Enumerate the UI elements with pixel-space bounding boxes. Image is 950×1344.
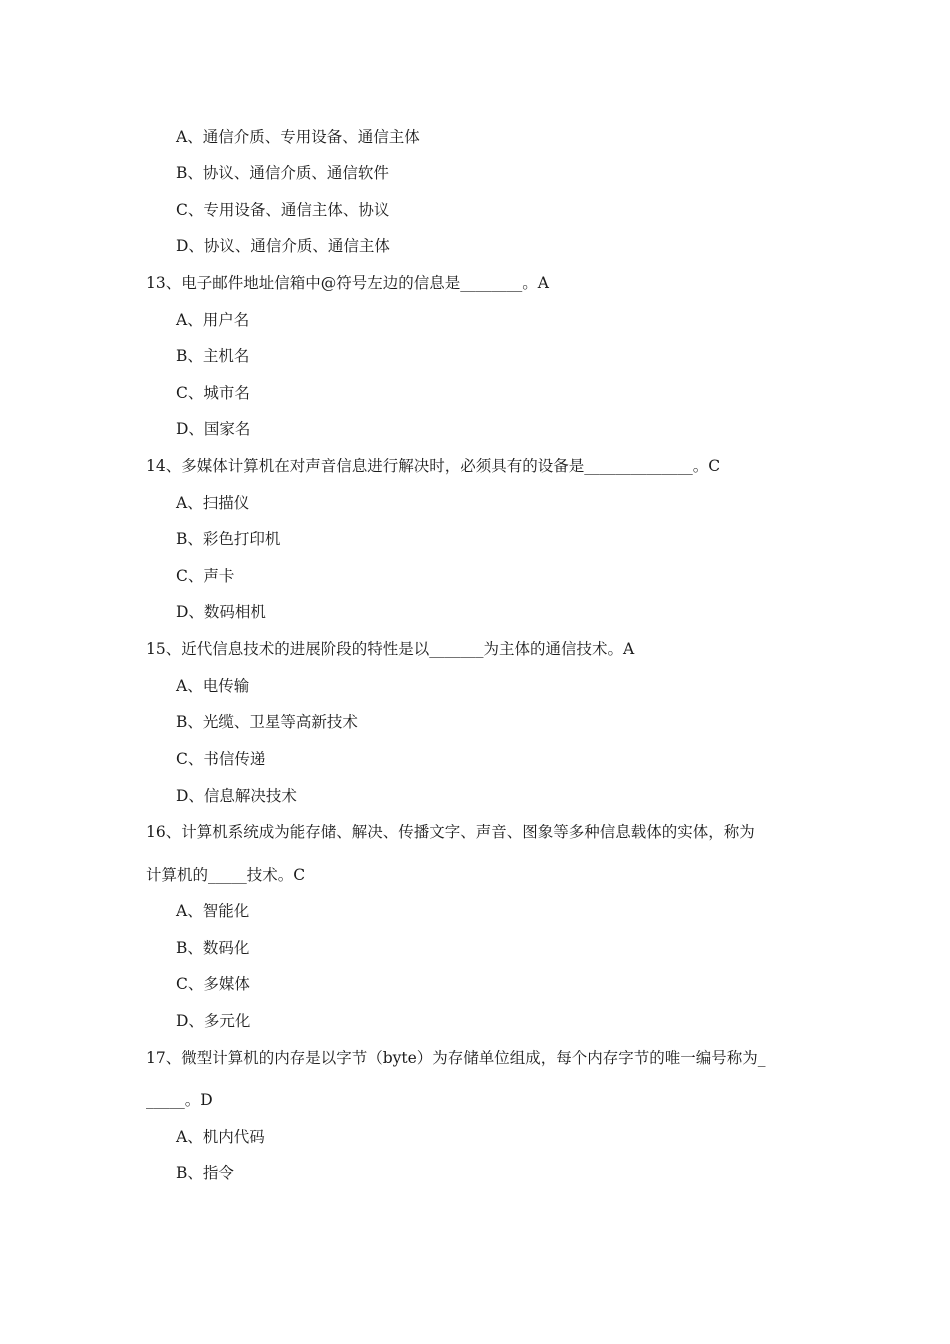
q14-option-c: C、声卡 — [176, 567, 235, 585]
q17-text-line2: _____。D — [146, 1091, 213, 1109]
q15-option-b: B、光缆、卫星等高新技术 — [176, 713, 358, 731]
q17-option-a: A、机内代码 — [176, 1128, 265, 1146]
q12-option-d: D、协议、通信介质、通信主体 — [176, 237, 390, 255]
q17-text-line1: 17、微型计算机的内存是以字节（byte）为存储单位组成，每个内存字节的唯一编号称为_ — [146, 1049, 766, 1067]
q16-option-d: D、多元化 — [176, 1012, 251, 1030]
q12-option-a: A、通信介质、专用设备、通信主体 — [176, 128, 420, 146]
q16-text-line2: 计算机的_____技术。C — [146, 866, 306, 884]
q15-option-c: C、书信传递 — [176, 750, 266, 768]
q16-option-b: B、数码化 — [176, 939, 250, 957]
q12-option-c: C、专用设备、通信主体、协议 — [176, 201, 390, 219]
q13-option-b: B、主机名 — [176, 347, 250, 365]
q12-option-b: B、协议、通信介质、通信软件 — [176, 164, 389, 182]
q14-option-d: D、数码相机 — [176, 603, 266, 621]
q13-option-c: C、城市名 — [176, 384, 250, 402]
q14-option-a: A、扫描仪 — [176, 494, 250, 512]
q16-text-line1: 16、计算机系统成为能存储、解决、传播文字、声音、图象等多种信息载体的实体，称为 — [146, 823, 755, 841]
q16-option-a: A、智能化 — [176, 902, 250, 920]
q13-option-d: D、国家名 — [176, 420, 251, 438]
q15-text: 15、近代信息技术的进展阶段的特性是以_______为主体的通信技术。A — [146, 640, 635, 658]
q13-text: 13、电子邮件地址信箱中@符号左边的信息是________。A — [146, 274, 549, 292]
q15-option-a: A、电传输 — [176, 677, 250, 695]
q15-option-d: D、信息解决技术 — [176, 787, 297, 805]
q16-option-c: C、多媒体 — [176, 975, 250, 993]
q14-option-b: B、彩色打印机 — [176, 530, 281, 548]
q14-text: 14、多媒体计算机在对声音信息进行解决时，必须具有的设备是______________。C — [146, 457, 721, 475]
q13-option-a: A、用户名 — [176, 311, 250, 329]
q17-option-b: B、指令 — [176, 1164, 234, 1182]
